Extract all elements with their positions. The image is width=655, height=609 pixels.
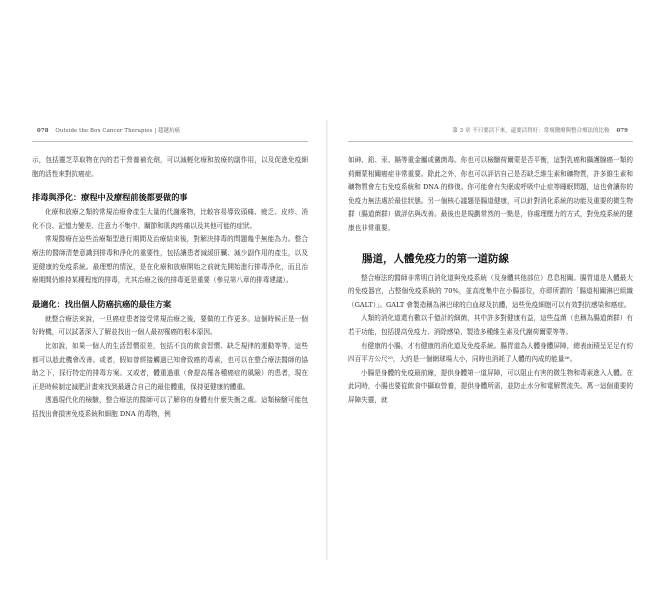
right-header-chapter: 第 3 章 (452, 128, 471, 134)
paragraph: 示，包括靈芝萃取物在內的若干營養補充劑，可以減輕化療和放療的副作用，以及促進免疫細胞的活性來對抗癌症。 (32, 156, 308, 178)
right-header-title: 不只要活下來，還要活得好：常規醫療與整合療法的比較 (472, 128, 610, 134)
paragraph: 就整合療法來說，一旦癌症患者接受常規治療之後，要做的工作更多。這個時候正是一個好時機，可以試著深入了解並找出一個人最初罹癌的根本原因。 (32, 314, 308, 337)
paragraph: 整合療法的醫師非常明白消化道與免疫系統（及身體其他部位）息息相關。腸胃道是人體最大的免疫器官，占整個免疫系統的 70%，並高度集中在小腸部位，亦即所謂的「腸道相關淋巴組織（GALT）」。GALT 會製造稱為淋巴球的白血球及抗體，這些免疫細胞可以有效對抗感染和癌症。 (348, 273, 633, 309)
right-page-number: 079 (616, 128, 628, 134)
left-header-rule (32, 141, 308, 142)
section-heading: 排毒與淨化：療程中及療程前後都要做的事 (32, 192, 188, 203)
section-heading: 最適化：找出個人防癌抗癌的最佳方案 (32, 298, 172, 309)
left-header-separator: | (154, 128, 157, 134)
left-page (0, 0, 327, 609)
paragraph: 透過現代化的檢驗，整合療法的醫師可以了解你的身體有什麼失衡之處。這類檢驗可能包括找出會損害免疫系統和細胞 DNA 的毒物，例 (32, 396, 308, 418)
paragraph: 比如說，如果一個人的生活習慣很差，包括不良的飲食習慣、缺乏規律的運動等等，這些都可以趁此機會改善。或者，假如曾經接觸過已知會致癌的毒素，也可以在整合療法醫師的協助之下，採行特定的排毒方案。又或者，體重過重（會提高罹各種癌症的風險）的患者，現在正是時候制定減肥計畫來找到最適合自己的最佳體重，保持更健康的體重。 (32, 341, 308, 391)
paragraph: 人類的消化道還有數以千億計的細菌，其中許多對健康有益，這些益菌（也稱為腸道菌群）有若干功能，包括提高免疫力、消除感染、製造多種維生素及代謝荷爾蒙等等。 (348, 314, 633, 336)
left-header-subtitle: 超越抗癌 (158, 128, 181, 134)
section-heading: 腸道，人體免疫力的第一道防線 (362, 252, 509, 265)
left-running-header (32, 126, 180, 134)
paragraph: 有健康的小腸，才有健康的消化道及免疫系統。腸胃道為人體身體屏障，總表面積呈足足有約四百平方公尺²⁵，大約是一個網球場大小，同時也消耗了人體的內成的能量²⁶。 (348, 341, 633, 364)
left-page-number: 078 (37, 128, 49, 134)
paragraph: 化療和放療之類的常規治療會產生大量的代謝廢物，比較容易導致頭痛、疲乏、皮疹、消化不良、記憶力變差、注意力不集中、關節和肌肉疼痛以及其他可能的症狀。 (32, 208, 308, 230)
right-header-rule (348, 141, 633, 142)
left-header-title: Outside the Box Cancer Therapies (55, 128, 153, 134)
left-body-text (32, 154, 308, 422)
paragraph: 如砷、鉛、汞、鎘等重金屬或黴菌毒。你也可以檢驗荷爾蒙是否平衡，這對乳癌和攝護腺癌一類的荷爾蒙相關癌症非常重要。除此之外，你也可以評估自己是否缺乏維生素和礦物質，許多維生素和礦物質會左右免疫系統和 DNA 的修復。你可能會有失眠或呼吸中止症等睡眠問題，這也會讓你的免疫力無法處於最佳狀態。另一個核心議題是腸道健康，可以針對消化系統的功能及重要的微生物群（腸道菌群）做評估與改善。最後也是規劃常然的一點是，你處理壓力的方式，對免疫系統的健康也非常重要。 (348, 156, 633, 232)
right-body-text (348, 154, 633, 408)
paragraph: 小腸是身體的免疫最前線，提供身體第一道屏障，可以阻止有害的微生物和毒素進入人體。在此同時，小腸也要從飲食中攝取營養，提供身體所需，並防止水分和電解質流失。萬一這個重要的屏障失靈，就 (348, 368, 633, 404)
paragraph: 常規醫療在這些治療類型進行期間及治療結束後，對解決排毒的問題幾乎無能為力。整合療法的醫師清楚意識到排毒和淨化的重要性，包括讓患者減緩肝臟、減少副作用的產生，以及更健康的免疫系統。最理想的情況，是在化療和放療開始之前就先開始進行排毒淨化，而且治療期間仍維持某種程度的排毒，尤其治療之後的排毒更是重要（參見第八章的排毒建議）。 (32, 235, 308, 285)
right-page (328, 0, 655, 609)
right-running-header (452, 126, 633, 134)
